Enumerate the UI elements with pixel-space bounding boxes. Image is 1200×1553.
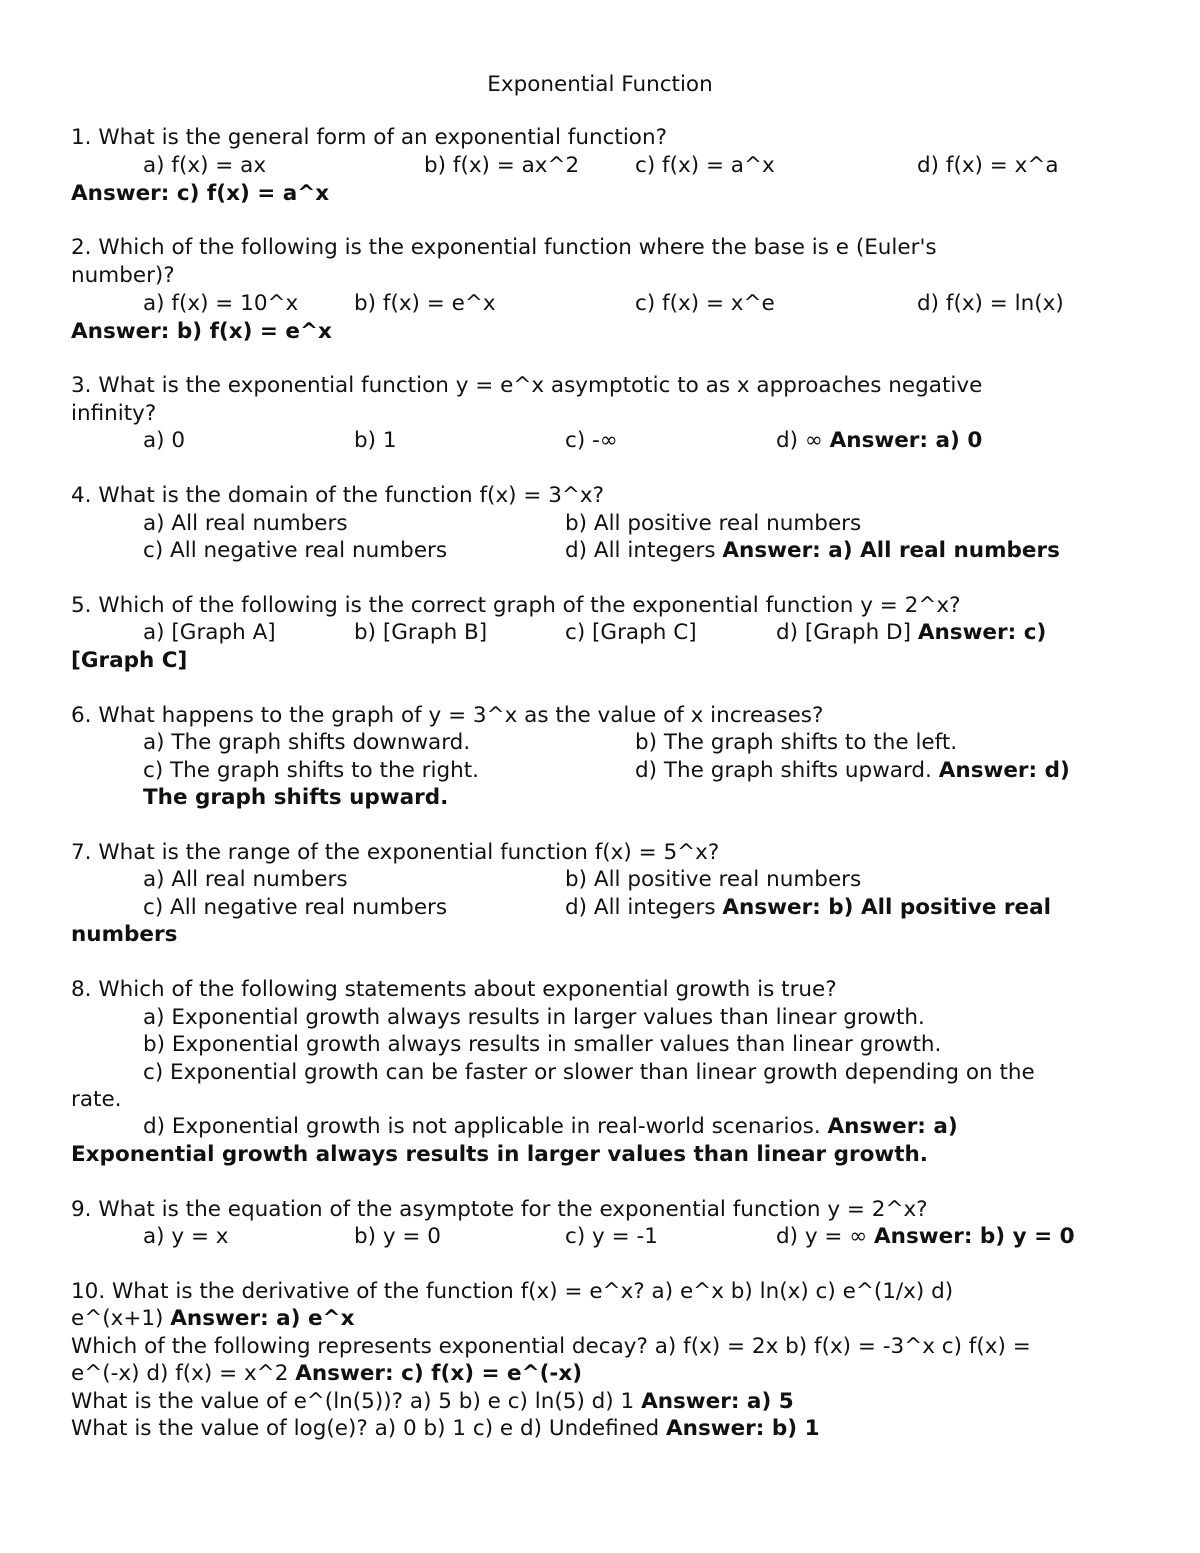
question-2-text-cont: number)? [71, 263, 175, 288]
extra-question-1-text: Which of the following represents exponential decay? a) f(x) = 2x b) f(x) = -3^x c) f(x) = [71, 1334, 1031, 1359]
q6-answer-cont: The graph shifts upward. [143, 785, 449, 810]
extra-question-2-text: What is the value of e^(ln(5))? a) 5 b) e c) ln(5) d) 1 [71, 1389, 635, 1414]
q8-option-a: a) Exponential growth always results in larger values than linear growth. [143, 1005, 925, 1030]
q7-option-c: c) All negative real numbers [143, 895, 448, 920]
q7-option-d-with-answer [565, 894, 1051, 922]
question-10-text: 10. What is the derivative of the function f(x) = e^x? a) e^x b) ln(x) c) e^(1/x) d) [71, 1279, 954, 1304]
q1-option-b: b) f(x) = ax^2 [424, 153, 580, 178]
q9-option-c: c) y = -1 [565, 1224, 658, 1249]
q4-option-b: b) All positive real numbers [565, 511, 862, 536]
question-10-text-cont: e^(x+1) [71, 1306, 164, 1331]
extra-question-1-text-cont: e^(-x) d) f(x) = x^2 [71, 1361, 289, 1386]
q3-option-a: a) 0 [143, 428, 186, 453]
question-2-text: 2. Which of the following is the exponential function where the base is e (Euler's [71, 235, 937, 260]
q8-option-d: d) Exponential growth is not applicable in real-world scenarios. [143, 1114, 821, 1139]
q5-option-b: b) [Graph B] [354, 620, 488, 645]
q2-option-c: c) f(x) = x^e [635, 291, 775, 316]
q4-option-d-with-answer [565, 537, 1060, 565]
extra-question-3-with-answer [71, 1415, 820, 1443]
question-10-text-cont-with-answer [71, 1305, 354, 1333]
q10-answer: Answer: a) e^x [170, 1306, 355, 1331]
q5-option-a: a) [Graph A] [143, 620, 276, 645]
question-5-text: 5. Which of the following is the correct graph of the exponential function y = 2^x? [71, 593, 961, 618]
q2-answer: Answer: b) f(x) = e^x [71, 319, 332, 344]
q4-option-d: d) All integers [565, 538, 716, 563]
q3-answer: Answer: a) 0 [829, 428, 983, 453]
q4-option-a: a) All real numbers [143, 511, 348, 536]
q3-option-d-with-answer [776, 427, 982, 455]
q5-answer: Answer: c) [917, 620, 1047, 645]
q6-option-d-with-answer [635, 757, 1070, 785]
q1-option-d: d) f(x) = x^a [917, 153, 1059, 178]
q8-answer: Answer: a) [827, 1114, 958, 1139]
q8-option-c-cont: rate. [71, 1087, 122, 1112]
q6-option-c: c) The graph shifts to the right. [143, 758, 479, 783]
question-1-text: 1. What is the general form of an exponential function? [71, 125, 667, 150]
extra-question-3-text: What is the value of log(e)? a) 0 b) 1 c) e d) Undefined [71, 1416, 660, 1441]
q2-option-b: b) f(x) = e^x [354, 291, 496, 316]
q1-option-a: a) f(x) = ax [143, 153, 267, 178]
q3-option-b: b) 1 [354, 428, 397, 453]
question-3-text-cont: infinity? [71, 401, 157, 426]
q5-option-d-with-answer [776, 619, 1046, 647]
question-9-text: 9. What is the equation of the asymptote for the exponential function y = 2^x? [71, 1197, 928, 1222]
q7-option-a: a) All real numbers [143, 867, 348, 892]
extra-question-1-text-cont-with-answer [71, 1360, 582, 1388]
extra-question-2-answer: Answer: a) 5 [641, 1389, 794, 1414]
q2-option-d: d) f(x) = ln(x) [917, 291, 1064, 316]
page-title: Exponential Function [487, 72, 713, 97]
q5-answer-cont: [Graph C] [71, 648, 188, 673]
q7-answer-cont: numbers [71, 922, 178, 947]
extra-question-3-answer: Answer: b) 1 [666, 1416, 820, 1441]
extra-question-1-answer: Answer: c) f(x) = e^(-x) [295, 1361, 583, 1386]
extra-question-2-with-answer [71, 1388, 794, 1416]
q2-option-a: a) f(x) = 10^x [143, 291, 299, 316]
question-7-text: 7. What is the range of the exponential function f(x) = 5^x? [71, 840, 720, 865]
q8-answer-cont: Exponential growth always results in larger values than linear growth. [71, 1142, 928, 1167]
q3-option-c: c) -∞ [565, 428, 618, 453]
q7-answer: Answer: b) All positive real [722, 895, 1051, 920]
q8-option-c: c) Exponential growth can be faster or slower than linear growth depending on the [143, 1060, 1035, 1085]
q6-answer: Answer: d) [938, 758, 1070, 783]
q5-option-c: c) [Graph C] [565, 620, 697, 645]
q9-answer: Answer: b) y = 0 [874, 1224, 1075, 1249]
q1-answer: Answer: c) f(x) = a^x [71, 181, 330, 206]
question-4-text: 4. What is the domain of the function f(x) = 3^x? [71, 483, 605, 508]
q5-option-d: d) [Graph D] [776, 620, 911, 645]
q7-option-b: b) All positive real numbers [565, 867, 862, 892]
q8-option-b: b) Exponential growth always results in smaller values than linear growth. [143, 1032, 942, 1057]
question-8-text: 8. Which of the following statements about exponential growth is true? [71, 977, 837, 1002]
q9-option-a: a) y = x [143, 1224, 229, 1249]
q9-option-b: b) y = 0 [354, 1224, 441, 1249]
q4-option-c: c) All negative real numbers [143, 538, 448, 563]
question-3-text: 3. What is the exponential function y = e^x asymptotic to as x approaches negative [71, 373, 983, 398]
q6-option-a: a) The graph shifts downward. [143, 730, 471, 755]
q6-option-d: d) The graph shifts upward. [635, 758, 932, 783]
q7-option-d: d) All integers [565, 895, 716, 920]
q3-option-d: d) ∞ [776, 428, 823, 453]
q4-answer: Answer: a) All real numbers [722, 538, 1060, 563]
q9-option-d: d) y = ∞ [776, 1224, 868, 1249]
q6-option-b: b) The graph shifts to the left. [635, 730, 958, 755]
q9-option-d-with-answer [776, 1223, 1075, 1251]
q1-option-c: c) f(x) = a^x [635, 153, 775, 178]
question-6-text: 6. What happens to the graph of y = 3^x as the value of x increases? [71, 703, 824, 728]
q8-option-d-with-answer [143, 1113, 958, 1141]
